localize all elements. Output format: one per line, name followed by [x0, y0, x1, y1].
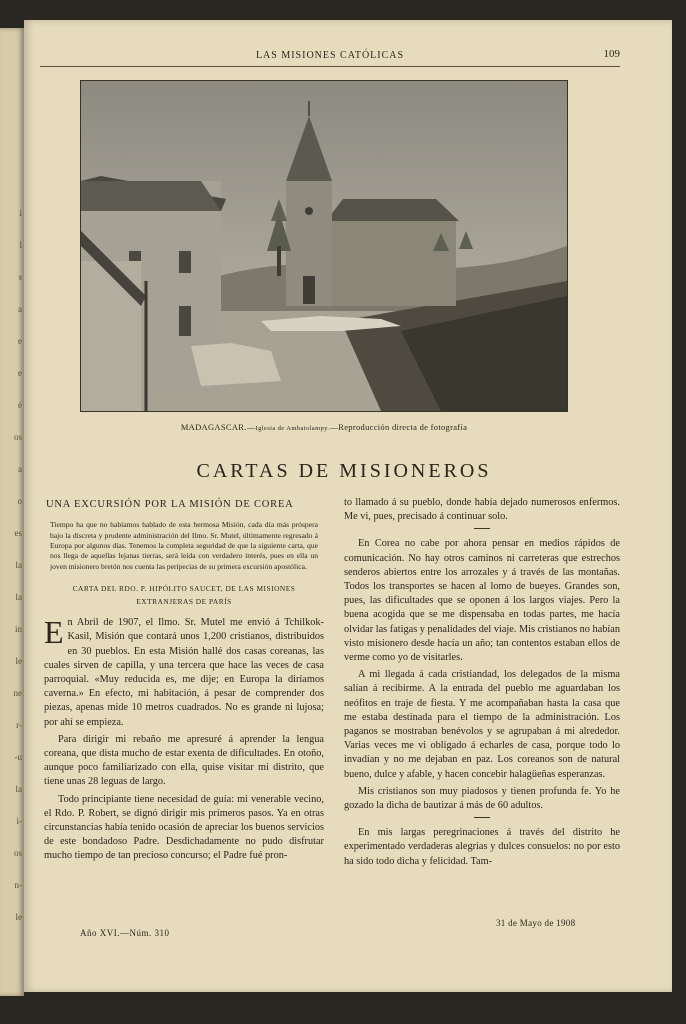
paragraph-1-text: n Abril de 1907, el Ilmo. Sr. Mutel me envió á Tchilkok-Kasil, Misión que contará unos 1,200 cristianos, distribuidos en 30 pueblos. En esta Misión hallé dos casas coreanas, las cuales sirven de capilla, y una tercera que hace las veces de casa parroquial. «Muy reducida es, me dije; en Europa la diríamos caverna.» En efecto, mi habitación, á pesar de comprender dos piezas, apenas mide 10 metros cuadrados. No es grande ni lujosa; por ahí se empieza.	[44, 617, 324, 728]
left-column	[44, 496, 324, 867]
section-title: UNA EXCURSIÓN POR LA MISIÓN DE COREA	[46, 499, 294, 510]
page-number: 109	[603, 48, 620, 60]
paragraph-6: Mis cristianos son muy piadosos y tienen profunda fe. Yo he gozado la dicha de bautizar á más de 60 adultos.	[344, 785, 620, 812]
paragraph-continuation: to llamado á su pueblo, donde había dejado numerosos enfermos. Me vi, pues, precisado á continuar solo.	[344, 497, 620, 523]
paragraph-5: A mi llegada á cada cristiandad, los delegados de la misma salían á recibirme. A la entrada del pueblo me aguardaban los neófitos en traje de fiesta. Y me acompañaban hasta la casa que me estaba destinada para el tiempo de la administración. Los paganos se mostraban benévolos y se agrupaban á mi alrededor. Varias veces me vi obligado á echarles de casa, porque todo lo invadían y no me dejaban en paz. Los coreanos son de natural bueno, dulce y afable, y hacen concebir halagüeñas esperanzas.	[344, 669, 620, 780]
facing-page-fragment: l	[19, 240, 22, 250]
facing-page-fragment: a	[18, 464, 22, 474]
facing-page-fragment: n-	[14, 880, 22, 890]
letter-heading	[44, 582, 324, 608]
journal-page	[24, 20, 672, 992]
facing-page-fragment: la	[15, 592, 22, 602]
facing-page-fragment: la	[15, 560, 22, 570]
facing-page-fragment: le	[15, 912, 22, 922]
right-column	[344, 496, 620, 872]
article-summary: Tiempo ha que no habíamos hablado de esta hermosa Misión, cada día más próspera bajo la discreta y prudente administración del Ilmo. Sr. Mutel, últimamente regresado á Europa por algunos días. Tenemos la completa seguridad de que la siguiente carta, que nos llega de aquellas lejanas tierras, será leída con verdadero interés, pues en ella un joven misionero bretón nos cuenta las peripecias de su primera excursión apostólica.	[50, 520, 318, 571]
caption-subject: Iglesia de Ambatolampy.	[255, 425, 330, 432]
letter-heading-line-2: EXTRANJERAS DE PARÍS	[136, 597, 232, 607]
running-head	[40, 50, 620, 67]
section-separator	[474, 528, 490, 529]
facing-page-fragment: -u	[14, 752, 22, 762]
paragraph-1	[44, 616, 324, 730]
paragraph-2: Para dirigir mi rebaño me apresuré á aprender la lengua coreana, que dista mucho de estar exenta de dificultades. En otoño, aunque poco familiarizado con ella, quise visitar mi distrito, que tiene unas 28 leguas de largo.	[44, 733, 324, 788]
issue-date: 31 de Mayo de 1908	[496, 918, 576, 928]
facing-page-fragment: le	[15, 656, 22, 666]
section-separator-2	[474, 817, 490, 818]
paragraph-7: En mis largas peregrinaciones á través del distrito he experimentado verdaderas alegrías y dulces consuelos: no por esto ha sido todo dicha y felicidad. Tam-	[344, 827, 620, 867]
facing-page-fragment: es	[14, 528, 22, 538]
facing-page-fragment: é	[18, 400, 22, 410]
facing-page-fragment: a	[18, 304, 22, 314]
facing-page-fragment: e	[18, 368, 22, 378]
caption-place: MADAGASCAR.—	[180, 422, 256, 432]
article-title: CARTAS DE MISIONEROS	[196, 460, 492, 482]
facing-page-fragment: e	[18, 336, 22, 346]
facing-page-fragment: ne	[13, 688, 22, 698]
drop-cap: E	[44, 614, 64, 651]
paragraph-3: Todo principiante tiene necesidad de guía: mi venerable vecino, el Rdo. P. Robert, se dignó dirigir mis primeros pasos. Ya en otras circunstancias había tenido ocasión de apreciar los buenos servicios de este bondadoso Padre. Desdichadamente no pudo disfrutar mucho tiempo de tan precioso concurso; el Padre fué pron-	[44, 793, 324, 862]
facing-page-fragment: o	[17, 496, 22, 506]
issue-number: Año XVI.—Núm. 310	[80, 928, 170, 938]
facing-page-fragment: r-	[16, 720, 22, 730]
journal-title: LAS MISIONES CATÓLICAS	[255, 50, 405, 61]
church-photograph	[80, 80, 568, 412]
caption-rest: —Reproducción directa de fotografía	[329, 422, 468, 432]
facing-page-fragment: i-	[16, 816, 22, 826]
facing-page-fragment: s	[18, 272, 22, 282]
facing-page-fragment: os	[13, 848, 22, 858]
letter-heading-line-1: CARTA DEL RDO. P. HIPÓLITO SAUCET, DE LAS MISIONES	[72, 584, 296, 594]
facing-page-fragment: in	[14, 624, 22, 634]
facing-page-fragment: os	[13, 432, 22, 442]
paragraph-4: En Corea no cabe por ahora pensar en medios rápidos de comunicación. No hay otros caminos ni carreteras que estrechos senderos abiertos entre los arrozales y á través de las montañas. Todos los transportes se hacen al lomo de bueyes. Grandes son, pues, las dificultades que se oponen á los largos viajes. Pero la buena acogida que se me dispensaba en todas partes, me hacía olvidar las fatigas y penalidades del viaje. Mis cristianos no habían visto misionero desde hacía un año; tan contentos estaban ellos de verme como yo de visitarles.	[344, 538, 620, 664]
facing-page-fragment: i	[19, 208, 22, 218]
photo-caption	[84, 422, 564, 432]
facing-page-fragment: la	[15, 784, 22, 794]
facing-page-edge	[0, 28, 24, 996]
